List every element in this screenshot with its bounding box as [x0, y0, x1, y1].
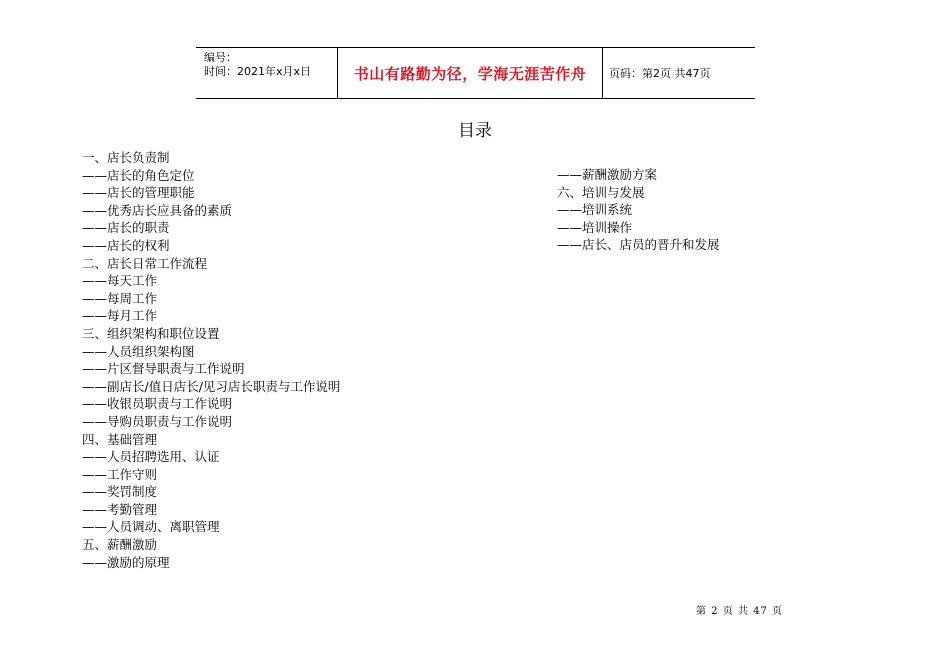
toc-item: ——考勤管理: [82, 501, 158, 517]
toc-item: ——培训操作: [557, 219, 633, 235]
toc-item: ——工作守则: [82, 466, 158, 482]
toc-item: ——店长的权利: [82, 237, 170, 253]
toc-item: ——薪酬激励方案: [557, 167, 658, 182]
toc-item: ——导购员职责与工作说明: [82, 413, 233, 429]
toc-item: ——激励的原理: [82, 554, 170, 570]
toc-item: ——奖罚制度: [82, 484, 158, 500]
toc-item: ——人员招聘选用、认证: [82, 449, 220, 465]
header-info-cell: [196, 48, 338, 98]
toc-item: ——人员调动、离职管理: [82, 519, 220, 535]
toc-title: 目录: [458, 121, 492, 141]
page-header: [196, 47, 755, 99]
toc-item: 六、培训与发展: [557, 184, 645, 200]
toc-item: 五、薪酬激励: [82, 537, 158, 553]
toc-item: ——店长、店员的晋升和发展: [557, 237, 720, 253]
toc-item: ——培训系统: [557, 202, 633, 218]
toc-right-column: [557, 166, 720, 254]
header-motto-cell: [338, 48, 603, 98]
toc-item: ——店长的职责: [82, 220, 170, 236]
toc-item: 三、组织架构和职位设置: [82, 325, 220, 341]
toc-item: ——每天工作: [82, 273, 158, 289]
toc-item: ——店长的角色定位: [82, 167, 195, 183]
toc-item: 四、基础管理: [82, 431, 158, 447]
toc-item: ——人员组织架构图: [82, 343, 195, 359]
toc-item: ——每月工作: [82, 308, 158, 324]
toc-item: ——优秀店长应具备的素质: [82, 202, 233, 218]
toc-left-column: [82, 149, 340, 571]
toc-item: 二、店长日常工作流程: [82, 255, 208, 271]
toc-item: ——片区督导职责与工作说明: [82, 361, 245, 377]
toc-item: 一、店长负责制: [82, 150, 170, 165]
toc-item: ——收银员职责与工作说明: [82, 396, 233, 412]
document-time-label: 时间：2021年x月x日: [204, 65, 312, 78]
toc-item: ——店长的管理职能: [82, 185, 195, 201]
header-page-code: 页码：第2页 共47页: [609, 67, 711, 80]
document-number-label: 编号：: [204, 51, 237, 64]
toc-item: ——每周工作: [82, 290, 158, 306]
page-footer: 第 2 页 共 47 页: [696, 606, 783, 617]
toc-item: ——副店长/值日店长/见习店长职责与工作说明: [82, 378, 341, 394]
header-motto: 书山有路勤为径，学海无涯苦作舟: [353, 64, 587, 83]
header-page-cell: [603, 48, 755, 98]
